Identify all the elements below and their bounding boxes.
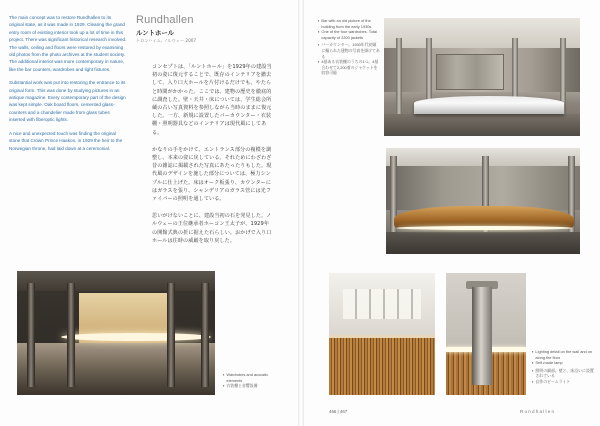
photo-wardrobe-counter — [386, 148, 580, 254]
caption-bullet: ▪ — [318, 42, 320, 48]
japanese-paragraph: コンセプトは、「ルントホール」を1929年の建設当初の姿に復元することで、既存のインテリアを撤去して、入り口大ホールを片付けるだけでも、やたらと時間がかかった。ここでは、建物の歴史を徹底的に調査した。壁・天井・床については、学生総会所蔵の古い写真資料を参照しながら当時のままに復元した。一方、新規に設置したバーカウンター・衣装棚・照明器具などのインテリアは現代風にしてある。 — [152, 64, 272, 136]
photo-column — [201, 283, 209, 387]
caption-lamp — [532, 349, 594, 385]
caption-bullet: ▪ — [532, 360, 534, 366]
english-paragraph: Substantial work was put into restoring the entrance to its original form. This was done by studying pictures in an antique magazine. Every contemporary part of the design was kept simple. Oak board floors, cemented glass-counters and a chandelier made from glass tubes inserted with fiberoptic lights. — [9, 80, 126, 123]
photo-rotunda-bar — [384, 18, 580, 136]
photo-counter-light — [396, 226, 572, 230]
photo-entrance-hall — [17, 271, 215, 395]
caption-text: Wardrobes and acoustic elements — [226, 372, 269, 383]
photo-ceiling — [384, 18, 580, 48]
photo-wood-panel — [329, 335, 435, 395]
japanese-paragraph: かなりの手をかけて、エントランス部分の複模を調整し、本来の姿に戻している。それためにわざわざ昔の雑誌に掲載された写真にあたったりもした。現代風のデザインを施した部分については、極力シンプルに仕上げた。床はオーク板張り、カウンターにはガラスを張り、シャンデリアのガラス管には光ファイバーの照明を通している。 — [152, 146, 272, 203]
photo-floor — [386, 232, 580, 254]
photo-bench-edge — [329, 335, 435, 338]
photo-floor — [384, 114, 580, 136]
page-gutter — [298, 0, 304, 426]
photo-windows — [343, 289, 421, 319]
photo-wood-counter — [394, 206, 574, 228]
photo-light-strip — [61, 333, 211, 341]
caption-bullet: ▪ — [318, 18, 320, 23]
english-paragraph: A nice and unexpected touch was finding the original stone that Crown Prince Haakon, in 1929 the heir to the Norwegian throne, had laid down at a ceremonial. — [9, 130, 123, 151]
caption-bullet: ▪ — [532, 367, 534, 373]
caption-text: Self-made lamp — [535, 360, 563, 366]
caption-bullet: ▪ — [223, 372, 225, 377]
photo-column — [27, 283, 35, 387]
caption-text: 自作のビームライト — [535, 378, 571, 384]
photo-wood-bench — [329, 273, 435, 395]
caption-bullet: ▪ — [532, 349, 534, 354]
english-paragraph: The main concept was to restore Rundhallen to its original state, as it was made in 1929. Clearing the grand entry room of existing interior took up a lot of time in this project. There was significant historical research involved. The walls, ceiling and floors were restored by examining old photos from the photo archives at the student society. The additional interior was more contemporary in nature, like the bar counters, wardrobes and light fixtures. — [9, 15, 127, 72]
caption-bullet: ▪ — [318, 29, 320, 35]
japanese-paragraph: 思いがけないことに、建設当初の石を発見した。ノルウェーの王位継承者ホーコン王太子が、1929年の開館式典の折に据えた石らしい。おかげで入り口ホールは往時の威厳を取り戻した。 — [152, 213, 272, 244]
english-column — [9, 14, 127, 158]
running-head: Rundhallen — [520, 409, 556, 414]
japanese-column — [152, 63, 274, 254]
caption-text: 衣装棚と音響設備 — [226, 383, 258, 389]
photo-ceiling — [17, 271, 215, 291]
caption-bullet: ▪ — [532, 378, 534, 384]
photo-column — [167, 283, 175, 387]
caption-text: One of the four wardrobes. Total capacity of 2200 jackets — [321, 29, 377, 40]
article-title-japanese: ルントホール — [136, 29, 175, 37]
caption-text: バーカウンター。1930年代初頭に撮られた建物の写真を掛けてある — [321, 42, 380, 59]
caption-hall — [223, 372, 285, 389]
article-title-english: Rundhallen — [136, 14, 194, 26]
caption-text: Bar with an old picture of the building from the early 1930s — [321, 18, 372, 29]
caption-text: Lighting detail on the wall and on along the floor — [535, 349, 593, 360]
photo-floor — [17, 343, 215, 395]
caption-text: 照明の細部。壁と、床沿いに設置されている — [535, 367, 594, 379]
photo-old-picture — [436, 54, 504, 90]
photo-column — [67, 283, 75, 387]
photo-bar-counter — [414, 96, 564, 114]
page-numbers: 466 | 467 — [329, 409, 348, 414]
photo-lamp-pillar-body — [472, 287, 492, 385]
caption-rotunda — [318, 18, 380, 76]
location-year: トロンハイム, ノルウェー 2007 — [136, 38, 197, 43]
photo-lamp-pillar — [446, 273, 526, 395]
caption-bullet: ▪ — [223, 383, 225, 389]
caption-text: 4基ある衣装棚のうちの1つ。4基合わせて2,200着のジャケットを収容可能 — [321, 59, 379, 76]
caption-bullet: ▪ — [318, 59, 320, 65]
